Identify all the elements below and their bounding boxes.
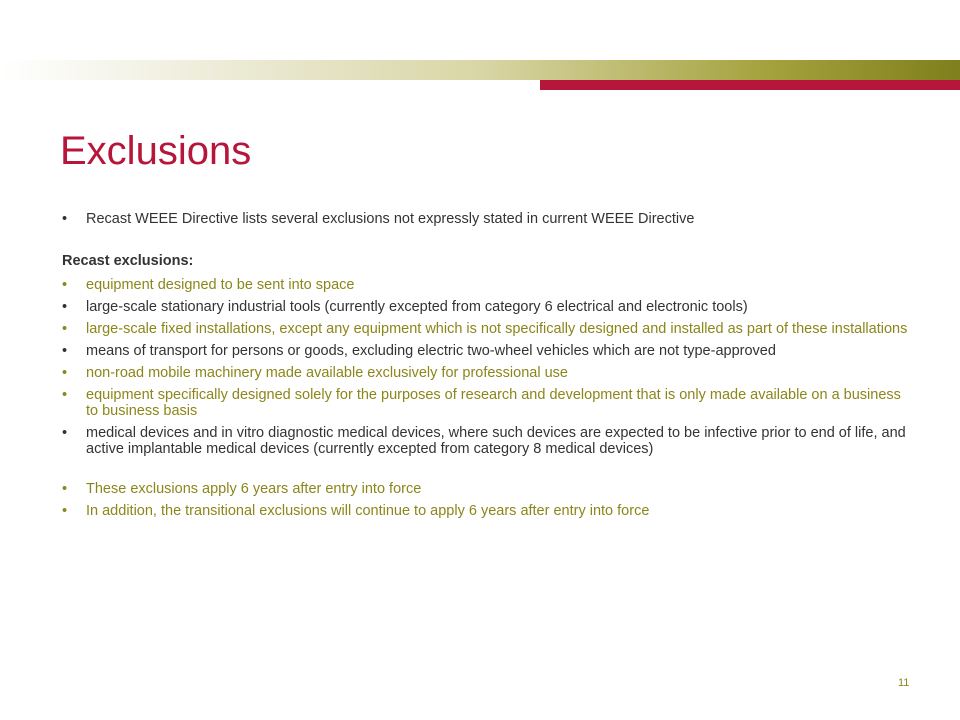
bullet-dot: • — [62, 277, 68, 293]
bullet-text: equipment specifically designed solely for the purposes of research and development that is only made available on a business to business basis — [86, 387, 901, 419]
exclusion-item — [62, 299, 912, 315]
subheading: Recast exclusions: — [62, 253, 194, 269]
bullet-dot: • — [62, 365, 68, 381]
bullet-dot: • — [62, 481, 68, 497]
bullet-text: large-scale fixed installations, except any equipment which is not specifically designed and installed as part of these installations — [86, 321, 908, 337]
bullet-text: large-scale stationary industrial tools (currently excepted from category 6 electrical and electronic tools) — [86, 299, 748, 315]
exclusion-item — [62, 343, 912, 359]
spacer — [62, 463, 912, 481]
bullet-text: equipment designed to be sent into space — [86, 277, 355, 293]
bullet-dot: • — [62, 503, 68, 519]
slide-content — [62, 211, 912, 525]
top-gradient-band — [0, 60, 960, 80]
bullet-dot: • — [62, 425, 68, 441]
top-red-bar — [540, 80, 960, 90]
bullet-text: Recast WEEE Directive lists several exclusions not expressly stated in current WEEE Directive — [86, 211, 695, 227]
intro-bullet — [62, 211, 912, 227]
bullet-dot: • — [62, 387, 68, 403]
bullet-text: In addition, the transitional exclusions will continue to apply 6 years after entry into force — [86, 503, 650, 519]
bullet-dot: • — [62, 299, 68, 315]
bullet-dot: • — [62, 211, 68, 227]
closing-bullet — [62, 503, 912, 519]
bullet-dot: • — [62, 321, 68, 337]
bullet-text: These exclusions apply 6 years after entry into force — [86, 481, 422, 497]
slide-title: Exclusions — [60, 129, 252, 173]
bullet-dot: • — [62, 343, 68, 359]
exclusion-item — [62, 277, 912, 293]
exclusion-item — [62, 365, 912, 381]
exclusion-item — [62, 425, 912, 457]
exclusion-item — [62, 387, 912, 419]
bullet-text: means of transport for persons or goods, excluding electric two-wheel vehicles which are not type-approved — [86, 343, 776, 359]
page-number: 11 — [898, 677, 910, 689]
exclusion-item — [62, 321, 912, 337]
closing-bullet — [62, 481, 912, 497]
bullet-text: medical devices and in vitro diagnostic medical devices, where such devices are expected to be infective prior to end of life, and active implantable medical devices (currently excepted from category 8 medical devices) — [86, 425, 906, 457]
bullet-text: non-road mobile machinery made available exclusively for professional use — [86, 365, 568, 381]
